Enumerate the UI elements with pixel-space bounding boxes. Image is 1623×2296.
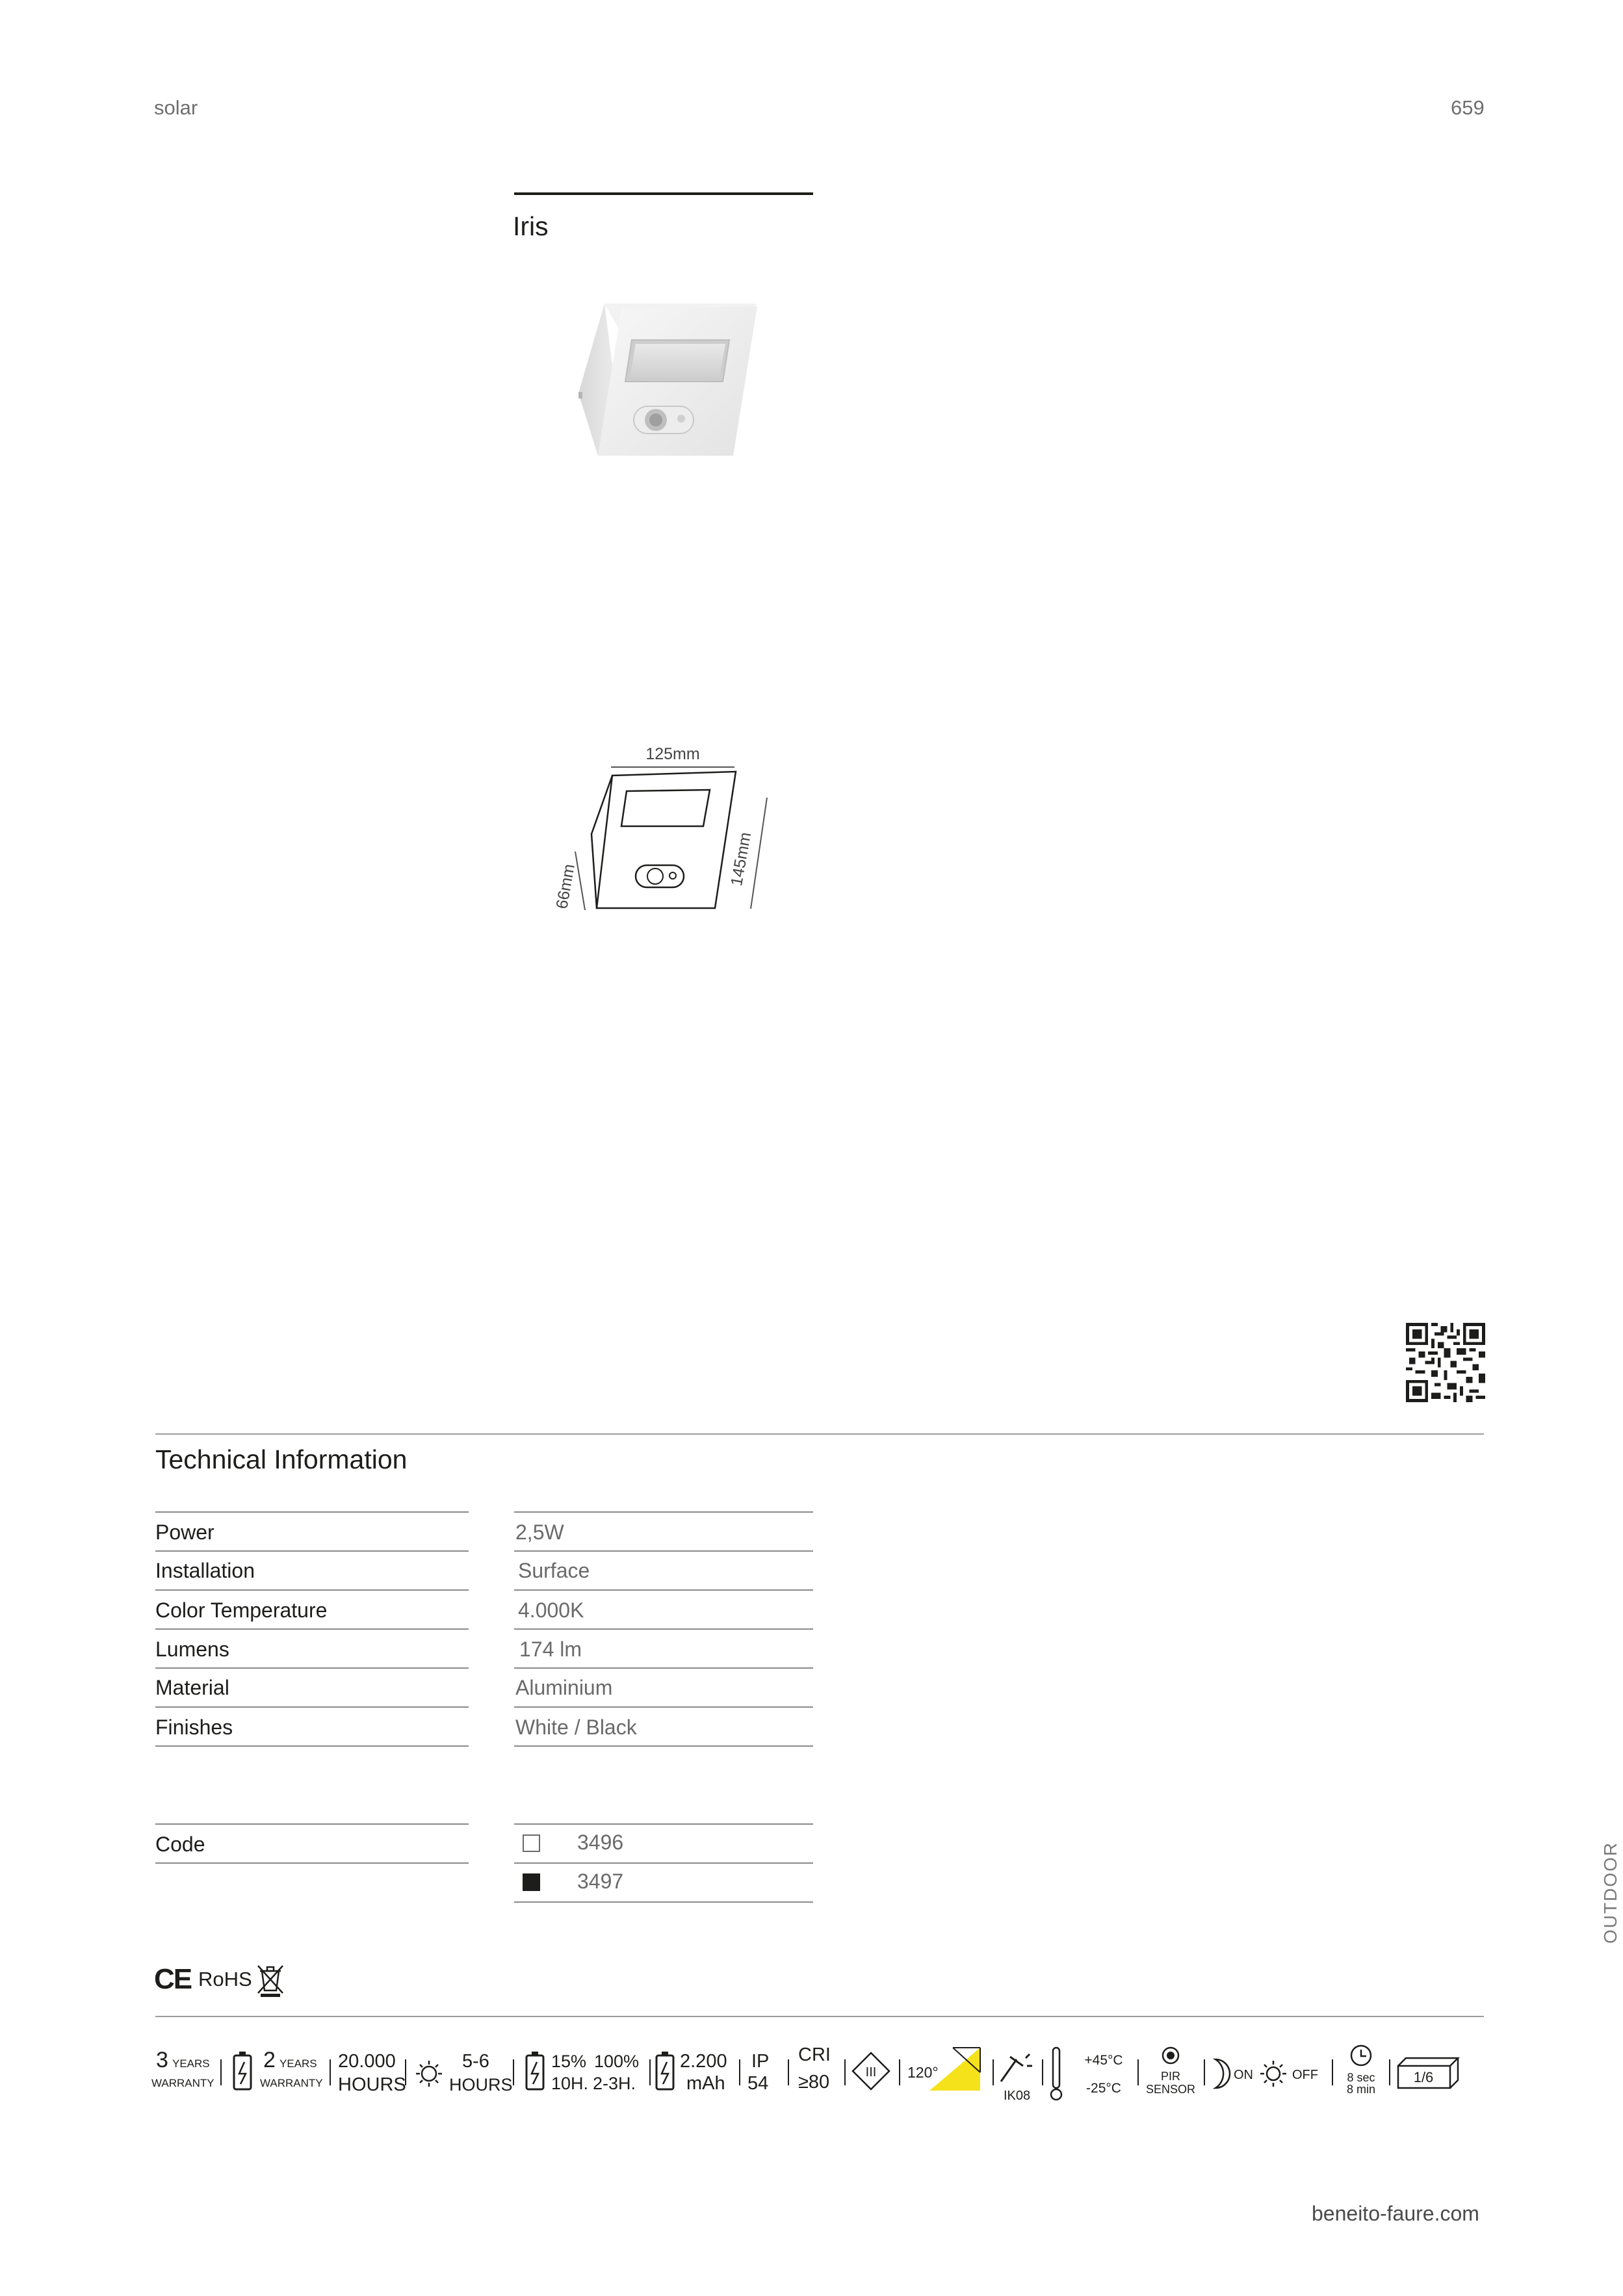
spec-value-color-temperature: 4.000K: [518, 1598, 584, 1622]
icons-rule: [155, 2016, 1484, 2017]
spec-rule-left: [155, 1511, 469, 1513]
swatch-white: [523, 1834, 540, 1852]
code-black: 3497: [577, 1870, 624, 1893]
hammer-icon: [1001, 2054, 1032, 2081]
off-label: OFF: [1292, 2068, 1318, 2082]
spec-rule-left: [155, 1628, 469, 1630]
technical-title: Technical Information: [155, 1444, 408, 1474]
spec-rule-right: [514, 1706, 813, 1708]
sun-icon: [416, 2061, 442, 2087]
sun-unit: HOURS: [449, 2075, 513, 2094]
timer-b: 8 min: [1346, 2083, 1376, 2096]
side-tab-outdoor: OUTDOOR: [1600, 1841, 1620, 1944]
on-label: ON: [1234, 2068, 1253, 2082]
code-rule-right: [514, 1862, 813, 1864]
pir-line1: PIR: [1160, 2070, 1181, 2083]
charge-battery-icon: [526, 2052, 543, 2089]
spec-rule-right: [514, 1628, 813, 1630]
code-rule-right: [514, 1901, 813, 1903]
width-label: 125mm: [645, 745, 700, 763]
charge-a-time: 10H.: [551, 2074, 589, 2093]
spec-rule-left: [155, 1667, 469, 1669]
product-title-rule: [514, 192, 813, 195]
spec-value-lumens: 174 lm: [519, 1637, 582, 1661]
ik-label: IK08: [1004, 2089, 1031, 2103]
height-dimension-line: [751, 798, 767, 909]
code-rule-left: [155, 1862, 469, 1864]
warranty1-label: WARRANTY: [151, 2077, 214, 2089]
rohs-label: RoHS: [198, 1968, 252, 1990]
timer-a: 8 sec: [1347, 2071, 1375, 2084]
packaging-units: 1/6: [1413, 2069, 1434, 2085]
ip-value: 54: [747, 2073, 769, 2094]
cri-label: CRI: [798, 2044, 831, 2065]
spec-rule-left: [155, 1550, 469, 1552]
charge-b-pct: 100%: [594, 2052, 640, 2071]
warranty2-num: 2: [263, 2048, 276, 2072]
code-rule-right: [514, 1823, 813, 1825]
spec-value-power: 2,5W: [515, 1520, 564, 1544]
spec-label-installation: Installation: [155, 1559, 255, 1582]
code-label: Code: [155, 1833, 205, 1856]
product-title: Iris: [513, 211, 549, 241]
qr-code[interactable]: [1406, 1323, 1485, 1402]
battery-capacity-icon: [656, 2052, 673, 2089]
code-white: 3496: [577, 1831, 624, 1854]
moon-icon: [1215, 2059, 1230, 2088]
sun-off-icon: [1260, 2061, 1286, 2087]
life-unit: HOURS: [338, 2074, 406, 2095]
battery-unit: mAh: [686, 2073, 725, 2094]
swatch-black: [523, 1873, 540, 1891]
warranty-3-years: [151, 2048, 214, 2089]
pir-line2: SENSOR: [1145, 2083, 1196, 2096]
temp-max: +45°C: [1084, 2053, 1123, 2068]
pir-sensor-icon: [1163, 2048, 1178, 2063]
spec-rule-right: [514, 1745, 813, 1747]
page-number: 659: [1451, 96, 1485, 119]
section-name: solar: [154, 96, 198, 119]
spec-rule-right: [514, 1511, 813, 1513]
spec-label-color-temperature: Color Temperature: [155, 1598, 328, 1622]
warranty1-num: 3: [156, 2048, 168, 2072]
class-iii-icon: [853, 2053, 889, 2089]
spec-rule-left: [155, 1745, 469, 1747]
weee-bin-icon: [255, 1963, 285, 1997]
spec-label-lumens: Lumens: [155, 1637, 229, 1661]
warranty-2-years: [260, 2048, 323, 2089]
spec-label-power: Power: [155, 1520, 214, 1544]
thermometer-icon: [1051, 2048, 1061, 2100]
code-rule-left: [155, 1823, 469, 1825]
spec-rule-left: [155, 1589, 469, 1591]
beam-angle: 120°: [907, 2064, 939, 2081]
spec-rule-right: [514, 1589, 813, 1591]
technical-section-rule: [155, 1433, 1484, 1435]
temp-min: -25°C: [1086, 2081, 1121, 2096]
cri-value: ≥80: [798, 2072, 830, 2093]
battery-value: 2.200: [680, 2051, 727, 2072]
spec-rule-right: [514, 1550, 813, 1552]
dimension-drawing: [539, 738, 786, 926]
charge-a-pct: 15%: [551, 2052, 587, 2071]
warranty1-unit: YEARS: [172, 2057, 210, 2070]
ce-mark: CE: [154, 1963, 192, 1995]
spec-label-finishes: Finishes: [155, 1715, 233, 1739]
spec-rule-left: [155, 1706, 469, 1708]
warranty2-label: WARRANTY: [260, 2077, 323, 2089]
height-label: 145mm: [727, 831, 755, 888]
spec-value-installation: Surface: [518, 1559, 590, 1582]
depth-label: 66mm: [552, 862, 578, 911]
warranty2-unit: YEARS: [279, 2057, 317, 2070]
feature-icons: [148, 2041, 1487, 2113]
battery-warranty-icon: [234, 2052, 251, 2089]
ip-label: IP: [751, 2051, 770, 2072]
life-value: 20.000: [338, 2051, 396, 2072]
depth-dimension-line: [575, 852, 585, 910]
sun-value: 5-6: [462, 2051, 489, 2072]
product-photo: [559, 296, 773, 462]
footer-website[interactable]: beneito-faure.com: [1312, 2202, 1479, 2225]
spec-rule-right: [514, 1667, 813, 1669]
spec-label-material: Material: [155, 1676, 229, 1699]
clock-icon: [1351, 2046, 1371, 2065]
spec-value-finishes: White / Black: [515, 1715, 637, 1739]
spec-value-material: Aluminium: [515, 1676, 613, 1699]
class-label: III: [865, 2065, 877, 2080]
charge-b-time: 2-3H.: [593, 2074, 636, 2093]
